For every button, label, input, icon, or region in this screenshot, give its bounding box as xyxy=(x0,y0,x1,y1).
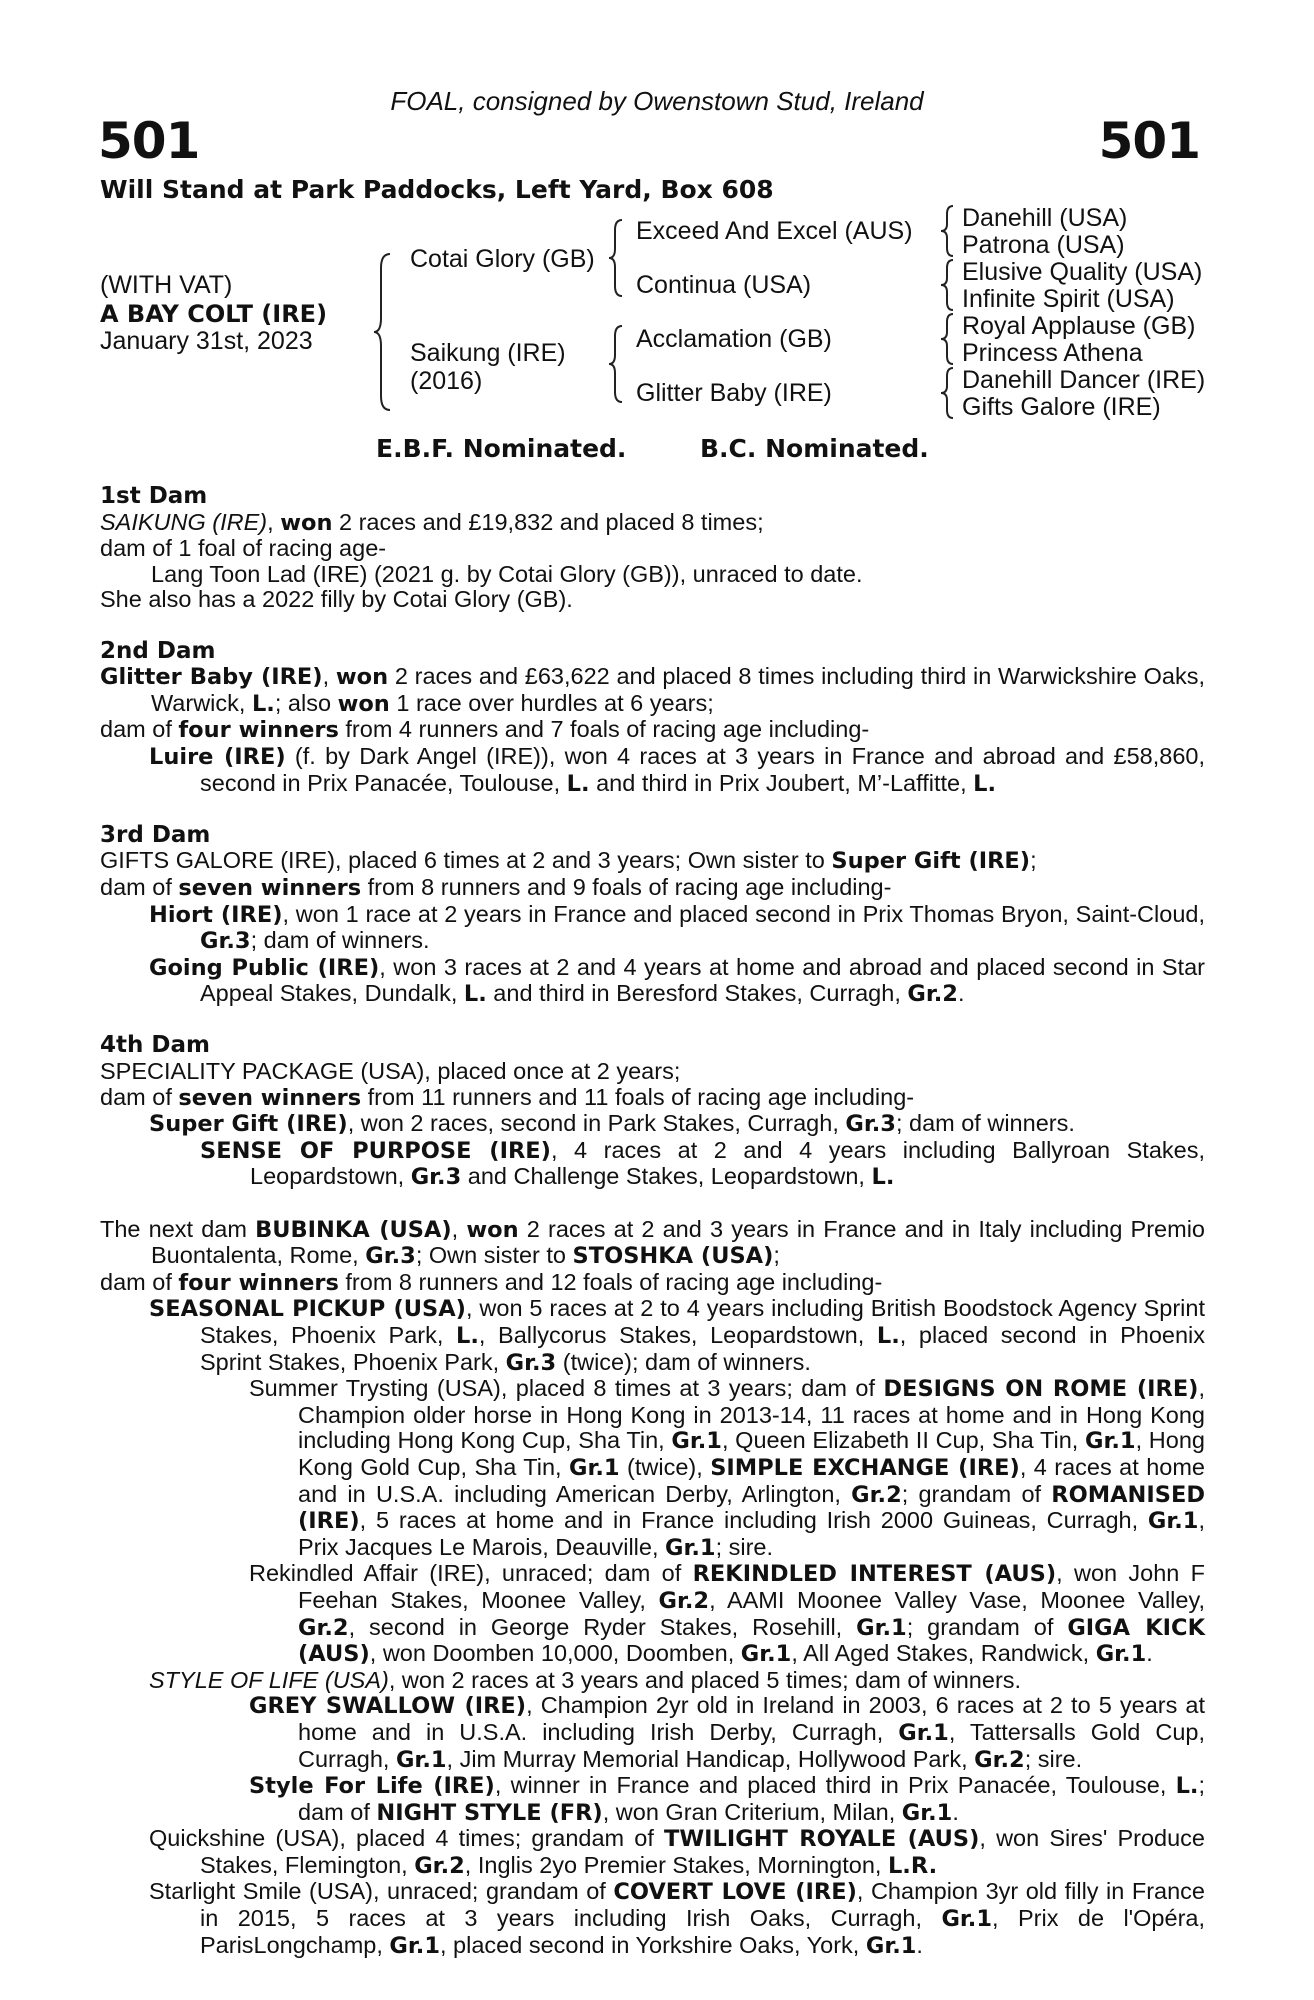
stand-location: Will Stand at Park Paddocks, Left Yard, Box 608 xyxy=(100,175,774,204)
gen3-8: Gifts Galore (IRE) xyxy=(962,393,1161,421)
dam-name: SAIKUNG (IRE) xyxy=(100,508,268,535)
first-dam-line-1: SAIKUNG (IRE), won 2 races and £19,832 and placed 8 times; xyxy=(100,508,764,536)
third-dam-para-4: Going Public (IRE), won 3 races at 2 and 4 years at home and abroad and placed second in Star Appeal Stakes, Dundalk, L. and third in Beresford Stakes, Curragh, Gr.2. xyxy=(149,953,1205,1008)
dam-name: Saikung (IRE) xyxy=(410,339,566,367)
dam-year: (2016) xyxy=(410,367,483,395)
first-dam-section xyxy=(100,484,1205,613)
gen3-6: Princess Athena xyxy=(962,339,1143,367)
dam-brace xyxy=(608,324,626,404)
lot-number-right: 501 xyxy=(1098,112,1200,170)
second-dam-para-1: Glitter Baby (IRE), won 2 races and £63,622 and placed 8 times including third in Warwickshire Oaks, Warwick, L.; also won 1 race over hurdles at 6 years; xyxy=(100,663,1205,717)
first-dam-produce: Lang Toon Lad (IRE) (2021 g. by Cotai Glory (GB)), unraced to date. xyxy=(151,560,863,587)
grey-swallow-entry: GREY SWALLOW (IRE), Champion 2yr old in Ireland in 2003, 6 races at 2 to 5 years at home and in U.S.A. including Irish Derby, Curragh, Gr.1, Tattersalls Gold Cup, Curragh, Gr.1, Jim Murray Memorial Handicap, Hollywood Park, Gr.2; sire. xyxy=(249,1692,1206,1773)
third-dam-heading: 3rd Dam xyxy=(100,821,211,848)
gen3-1: Danehill (USA) xyxy=(962,204,1128,232)
fourth-dam-heading: 4th Dam xyxy=(100,1032,210,1059)
next-dam-section xyxy=(100,1217,1205,1960)
second-dam-para-2: dam of four winners from 4 runners and 7 foals of racing age including- xyxy=(100,716,870,744)
gen3-4: Infinite Spirit (USA) xyxy=(962,285,1175,313)
gen3-3: Elusive Quality (USA) xyxy=(962,258,1203,286)
third-dam-para-2: dam of seven winners from 8 runners and 9 foals of racing age including- xyxy=(100,873,892,901)
first-dam-line-2: dam of 1 foal of racing age- xyxy=(100,535,387,562)
catalogue-body xyxy=(100,484,1205,1959)
lot-name: A BAY COLT (IRE) xyxy=(100,300,328,328)
first-dam-line-4: She also has a 2022 filly by Cotai Glory (GB). xyxy=(100,586,573,613)
consignor-line: FOAL, consigned by Owenstown Stud, Ireland xyxy=(390,86,924,116)
dam-dam: Glitter Baby (IRE) xyxy=(636,379,832,407)
third-dam-para-3: Hiort (IRE), won 1 race at 2 years in France and placed second in Prix Thomas Bryon, Saint-Cloud, Gr.3; dam of winners. xyxy=(149,900,1205,955)
sire-dam: Continua (USA) xyxy=(636,271,812,299)
fourth-dam-para-1: SPECIALITY PACKAGE (USA), placed once at 2 years; xyxy=(100,1058,681,1085)
next-dam-para-2: dam of four winners from 8 runners and 12 foals of racing age including- xyxy=(100,1268,883,1296)
sire-sire: Exceed And Excel (AUS) xyxy=(636,217,913,245)
bc-nomination: B.C. Nominated. xyxy=(700,434,929,463)
first-dam-heading: 1st Dam xyxy=(100,483,208,509)
gen3-5: Royal Applause (GB) xyxy=(962,312,1196,340)
gen3-2: Patrona (USA) xyxy=(962,231,1125,259)
ebf-nomination: E.B.F. Nominated. xyxy=(376,434,627,463)
style-of-life-entry: STYLE OF LIFE (USA), won 2 races at 3 years and placed 5 times; dam of winners. xyxy=(149,1666,1022,1693)
pedigree-brace-main xyxy=(372,252,394,412)
gen3-brace-3 xyxy=(940,312,956,366)
third-dam-para-1: GIFTS GALORE (IRE), placed 6 times at 2 and 3 years; Own sister to Super Gift (IRE); xyxy=(100,847,1037,875)
gen3-7: Danehill Dancer (IRE) xyxy=(962,366,1206,394)
fourth-dam-para-3: Super Gift (IRE), won 2 races, second in Park Stakes, Curragh, Gr.3; dam of winners. xyxy=(149,1110,1075,1138)
fourth-dam-section xyxy=(100,1033,1205,1191)
style-for-life-entry: Style For Life (IRE), winner in France and placed third in Prix Panacée, Toulouse, L.; dam of NIGHT STYLE (FR), won Gran Criterium, Milan, Gr.1. xyxy=(249,1772,1205,1826)
gen3-brace-4 xyxy=(940,366,956,420)
dam-sire: Acclamation (GB) xyxy=(636,325,832,353)
second-dam-section xyxy=(100,639,1205,798)
sire-name: Cotai Glory (GB) xyxy=(410,245,595,273)
summer-trysting-entry: Summer Trysting (USA), placed 8 times at 3 years; dam of DESIGNS ON ROME (IRE), Champion older horse in Hong Kong in 2013-14, 11 races at home and in Hong Kong including Hong Kong Cup, Sha Tin, Gr.1, Queen Elizabeth II Cup, Sha Tin, Gr.1, Hong Kong Gold Cup, Sha Tin, Gr.1 (twice), SIMPLE EXCHANGE (IRE), 4 races at home and in U.S.A. including American Derby, Arlington, Gr.2; grandam of ROMANISED (IRE), 5 races at home and in France including Irish 2000 Guineas, Curragh, Gr.1, Prix Jacques Le Marois, Deauville, Gr.1; sire. xyxy=(249,1375,1206,1561)
sire-brace xyxy=(608,218,626,298)
gen3-brace-1 xyxy=(940,204,956,258)
rekindled-affair-entry: Rekindled Affair (IRE), unraced; dam of REKINDLED INTEREST (AUS), won John F Feehan Stakes, Moonee Valley, Gr.2, AAMI Moonee Valley Vase, Moonee Valley, Gr.2, second in George Ryder Stakes, Rosehill, Gr.1; grandam of GIGA KICK (AUS), won Doomben 10,000, Doomben, Gr.1, All Aged Stakes, Randwick, Gr.1. xyxy=(249,1560,1206,1668)
fourth-dam-para-4: SENSE OF PURPOSE (IRE), 4 races at 2 and 4 years including Ballyroan Stakes, Leopardstown, Gr.3 and Challenge Stakes, Leopardstown, L. xyxy=(200,1136,1206,1191)
starlight-smile-entry: Starlight Smile (USA), unraced; grandam of COVERT LOVE (IRE), Champion 3yr old filly in France in 2015, 5 races at 3 years including Irish Oaks, Curragh, Gr.1, Prix de l'Opéra, ParisLongchamp, Gr.1, placed second in Yorkshire Oaks, York, Gr.1. xyxy=(149,1878,1205,1959)
gen3-brace-2 xyxy=(940,258,956,312)
lot-number-left: 501 xyxy=(98,112,200,170)
second-dam-heading: 2nd Dam xyxy=(100,637,216,664)
next-dam-para-1: The next dam BUBINKA (USA), won 2 races at 2 and 3 years in France and in Italy including Premio Buontalenta, Rome, Gr.3; Own sister to STOSHKA (USA); xyxy=(100,1215,1205,1270)
foaling-date: January 31st, 2023 xyxy=(100,327,313,355)
fourth-dam-para-2: dam of seven winners from 11 runners and 11 foals of racing age including- xyxy=(100,1083,915,1111)
vat-note: (WITH VAT) xyxy=(100,271,233,299)
seasonal-pickup-entry: SEASONAL PICKUP (USA), won 5 races at 2 to 4 years including British Boodstock Agency Sprint Stakes, Phoenix Park, L., Ballycorus Stakes, Leopardstown, L., placed second in Phoenix Sprint Stakes, Phoenix Park, Gr.3 (twice); dam of winners. xyxy=(149,1295,1206,1376)
third-dam-section xyxy=(100,823,1205,1008)
quickshine-entry: Quickshine (USA), placed 4 times; grandam of TWILIGHT ROYALE (AUS), won Sires' Produce Stakes, Flemington, Gr.2, Inglis 2yo Premier Stakes, Mornington, L.R. xyxy=(149,1825,1205,1879)
second-dam-para-3: Luire (IRE) (f. by Dark Angel (IRE)), won 4 races at 3 years in France and abroad and £58,860, second in Prix Panacée, Toulouse, L. and third in Prix Joubert, M’-Laffitte, L. xyxy=(149,742,1206,797)
